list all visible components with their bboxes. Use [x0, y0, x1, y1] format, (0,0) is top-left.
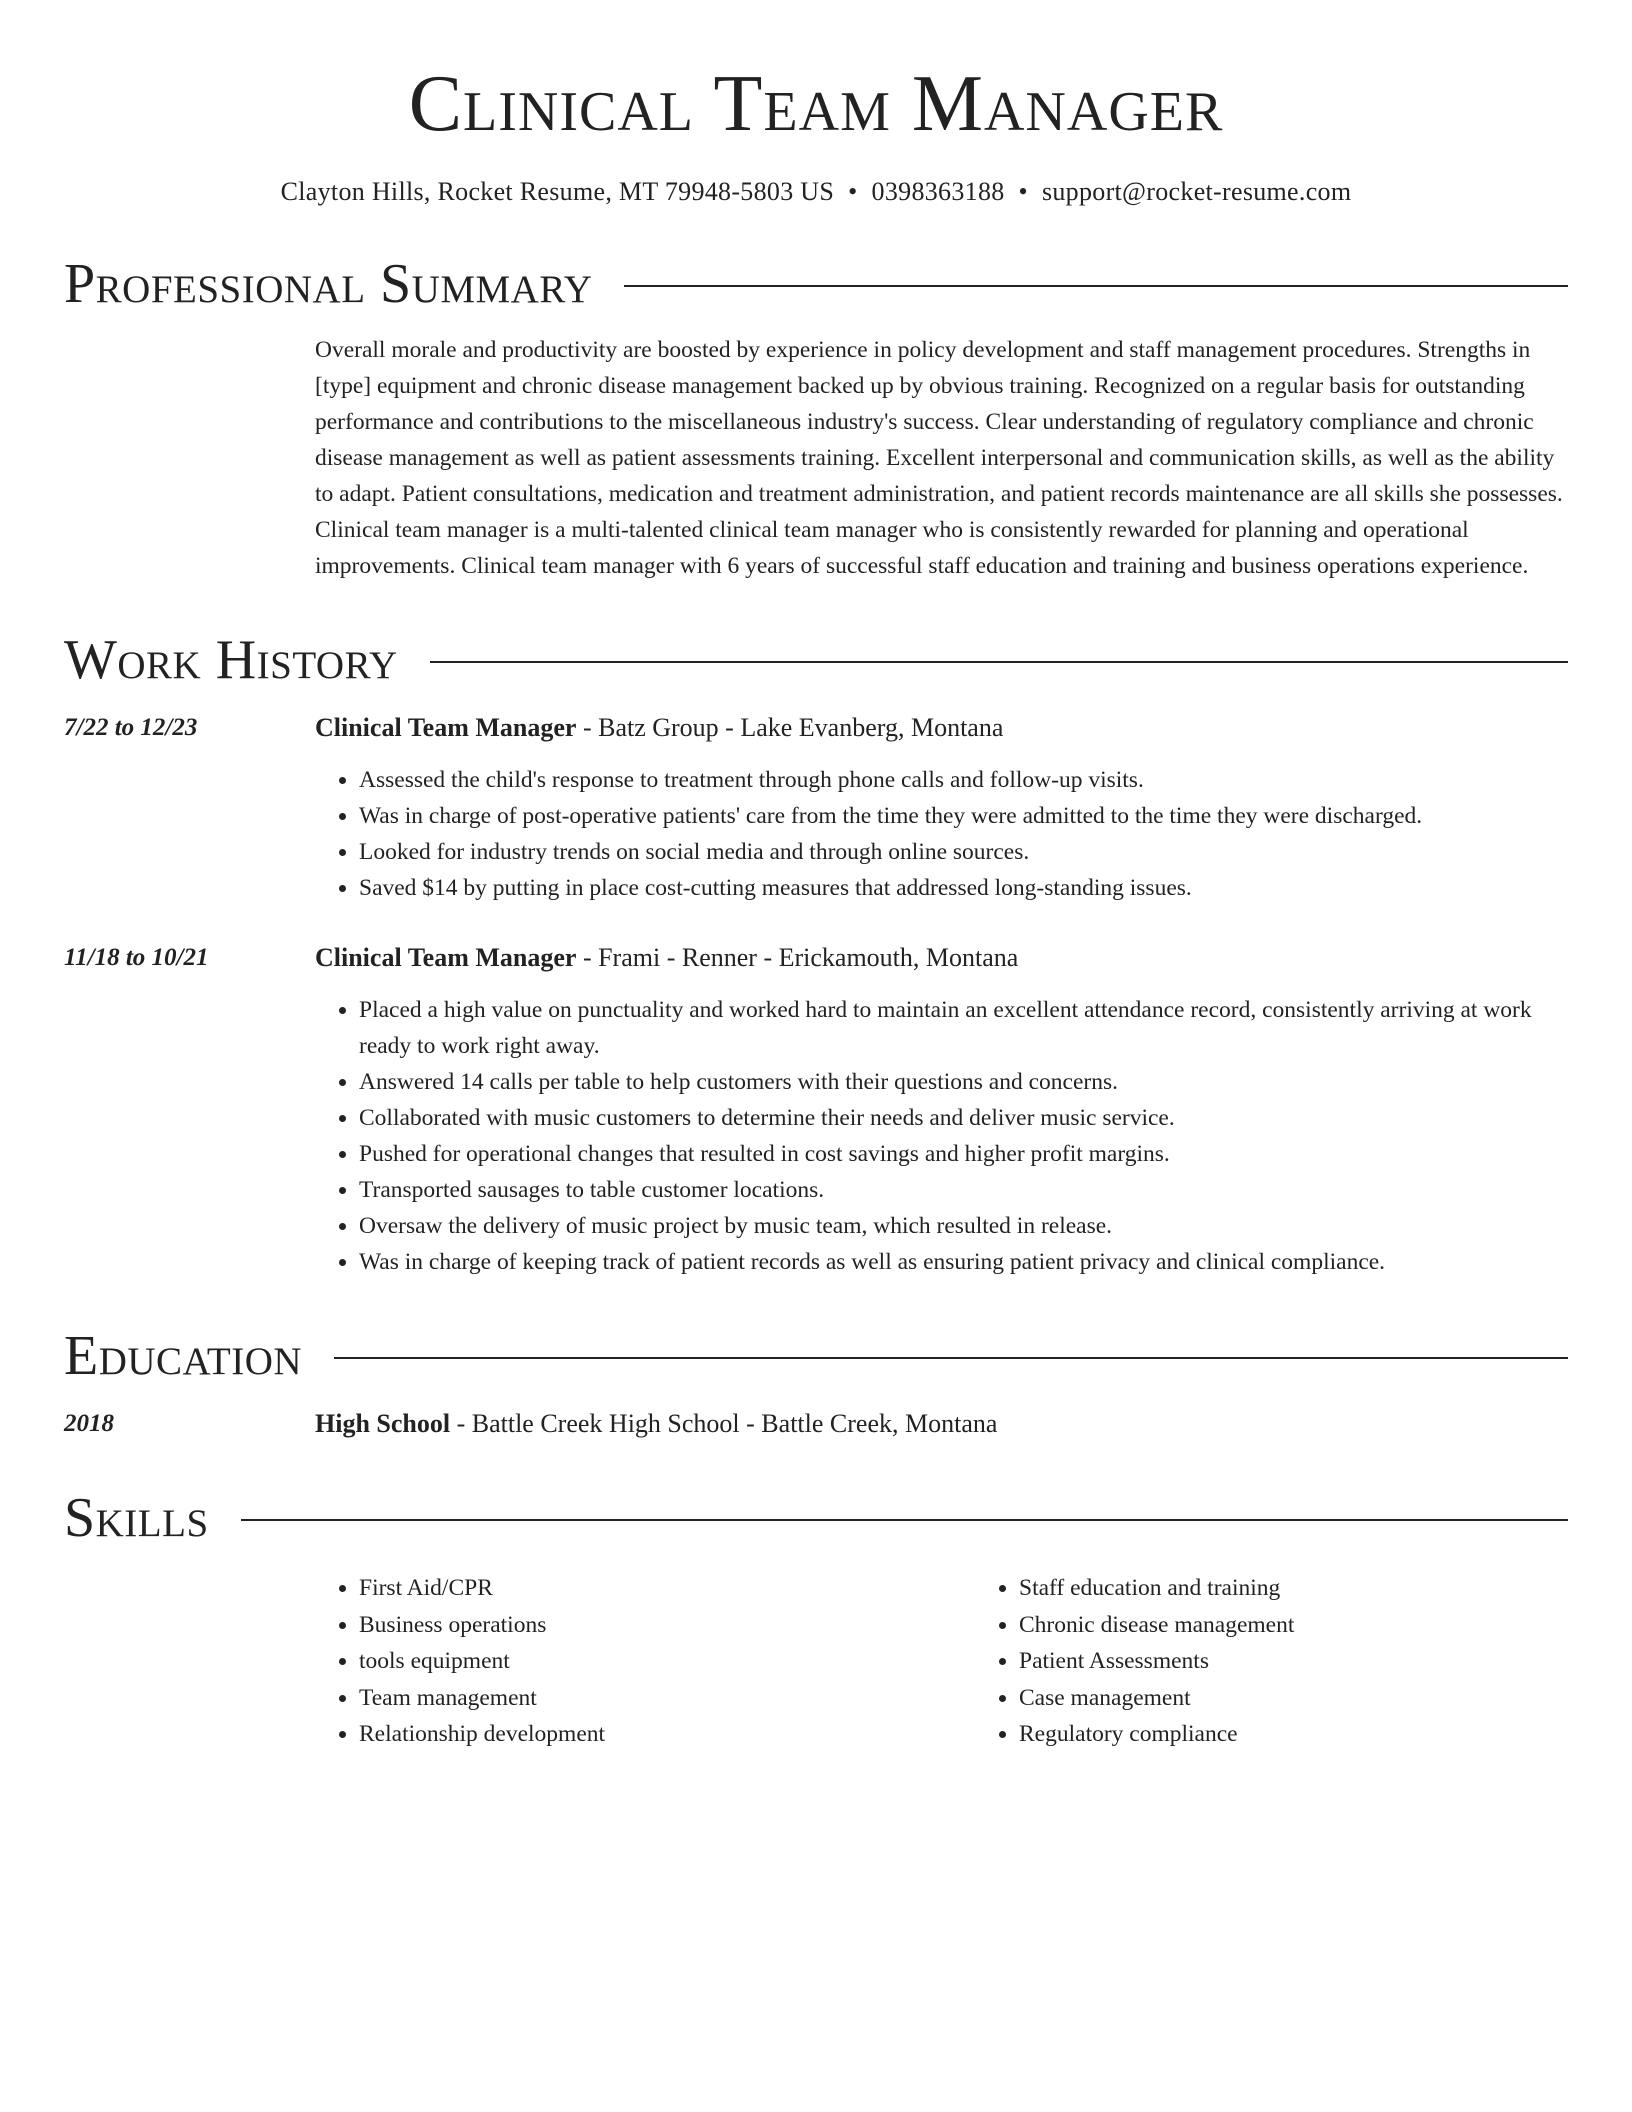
contact-phone: 0398363188 [871, 177, 1005, 206]
skill-item: • Chronic disease management [1019, 1607, 1632, 1644]
section-title-skills: Skills [64, 1487, 209, 1549]
job-header [64, 710, 1568, 746]
job-role: Clinical Team Manager [315, 713, 577, 742]
education-degree: High School [315, 1409, 451, 1438]
job-bullet: • Looked for industry trends on social media and through online sources. [359, 834, 1568, 870]
job-bullet: • Was in charge of keeping track of patient records as well as ensuring patient privacy and clinical compliance. [359, 1244, 1568, 1280]
job-bullet: • Saved $14 by putting in place cost-cutting measures that addressed long-standing issues. [359, 870, 1568, 906]
skill-item: • Patient Assessments [1019, 1643, 1632, 1680]
skills-list-right [975, 1570, 1632, 1753]
skills-list-left [315, 1570, 975, 1753]
job-employer: - Batz Group - Lake Evanberg, Montana [576, 713, 1004, 742]
job-title-line [315, 710, 1003, 746]
contact-separator: • [848, 177, 858, 206]
section-header-work-history [64, 628, 1568, 692]
skill-item: • First Aid/CPR [359, 1570, 975, 1607]
job-entry [64, 940, 1568, 1280]
job-bullet: • Assessed the child's response to treatment through phone calls and follow-up visits. [359, 762, 1568, 798]
skill-item: • Relationship development [359, 1716, 975, 1753]
section-title-education: Education [64, 1325, 303, 1387]
summary-text: Overall morale and productivity are boosted by experience in policy development and staff management procedures. Strengths in [type] equipment and chronic disease management backed up by obvious training. Recognized on a regular basis for outstanding performance and contributions to the miscellaneous industry's success. Clear understanding of regulatory compliance and chronic disease management as well as patient assessments training. Excellent interpersonal and communication skills, as well as the ability to adapt. Patient consultations, medication and treatment administration, and patient records maintenance are all skills she possesses. Clinical team manager is a multi-talented clinical team manager who is consistently rewarded for planning and operational improvements. Clinical team manager with 6 years of successful staff education and training and business operations experience. [315, 337, 1563, 579]
job-bullet: • Pushed for operational changes that resulted in cost savings and higher profit margins. [359, 1136, 1568, 1172]
skill-item: • Case management [1019, 1680, 1632, 1717]
section-header-education [64, 1324, 1568, 1388]
contact-address: Clayton Hills, Rocket Resume, MT 79948-5803 US [280, 177, 835, 206]
job-bullet: • Transported sausages to table customer locations. [359, 1172, 1568, 1208]
section-title-summary: Professional Summary [64, 253, 593, 315]
contact-email: support@rocket-resume.com [1041, 177, 1352, 206]
job-employer: - Frami - Renner - Erickamouth, Montana [576, 943, 1019, 972]
job-bullet: • Was in charge of post-operative patients' care from the time they were admitted to the time they were discharged. [359, 798, 1568, 834]
education-line [315, 1406, 997, 1442]
education-entry [64, 1406, 1568, 1442]
section-divider [430, 661, 1568, 663]
job-bullets [315, 762, 1568, 906]
skill-item: • Team management [359, 1680, 975, 1717]
section-title-work-history: Work History [64, 629, 398, 691]
job-bullet: • Answered 14 calls per table to help customers with their questions and concerns. [359, 1064, 1568, 1100]
job-role: Clinical Team Manager [315, 943, 577, 972]
job-bullet: • Placed a high value on punctuality and worked hard to maintain an excellent attendance record, consistently arriving at work ready to work right away. [359, 992, 1568, 1064]
education-year: 2018 [64, 1410, 114, 1437]
section-divider [624, 285, 1568, 287]
skill-item: • Staff education and training [1019, 1570, 1632, 1607]
skill-item: • Business operations [359, 1607, 975, 1644]
skill-item: • Regulatory compliance [1019, 1716, 1632, 1753]
job-header [64, 940, 1568, 976]
job-dates: 11/18 to 10/21 [64, 944, 209, 971]
job-title-line [315, 940, 1018, 976]
job-entry [64, 710, 1568, 906]
job-dates: 7/22 to 12/23 [64, 714, 198, 741]
section-header-skills [64, 1486, 1568, 1550]
skill-item: • tools equipment [359, 1643, 975, 1680]
resume-title: Clinical Team Manager [408, 60, 1224, 148]
section-header-summary [64, 252, 1568, 316]
contact-line [64, 176, 1568, 208]
job-bullets [315, 992, 1568, 1280]
skills-columns [315, 1570, 1568, 1753]
contact-separator: • [1018, 177, 1028, 206]
job-bullet: • Oversaw the delivery of music project by music team, which resulted in release. [359, 1208, 1568, 1244]
section-divider [241, 1519, 1568, 1521]
section-divider [334, 1357, 1568, 1359]
job-bullet: • Collaborated with music customers to determine their needs and deliver music service. [359, 1100, 1568, 1136]
education-school: - Battle Creek High School - Battle Creek, Montana [450, 1409, 998, 1438]
